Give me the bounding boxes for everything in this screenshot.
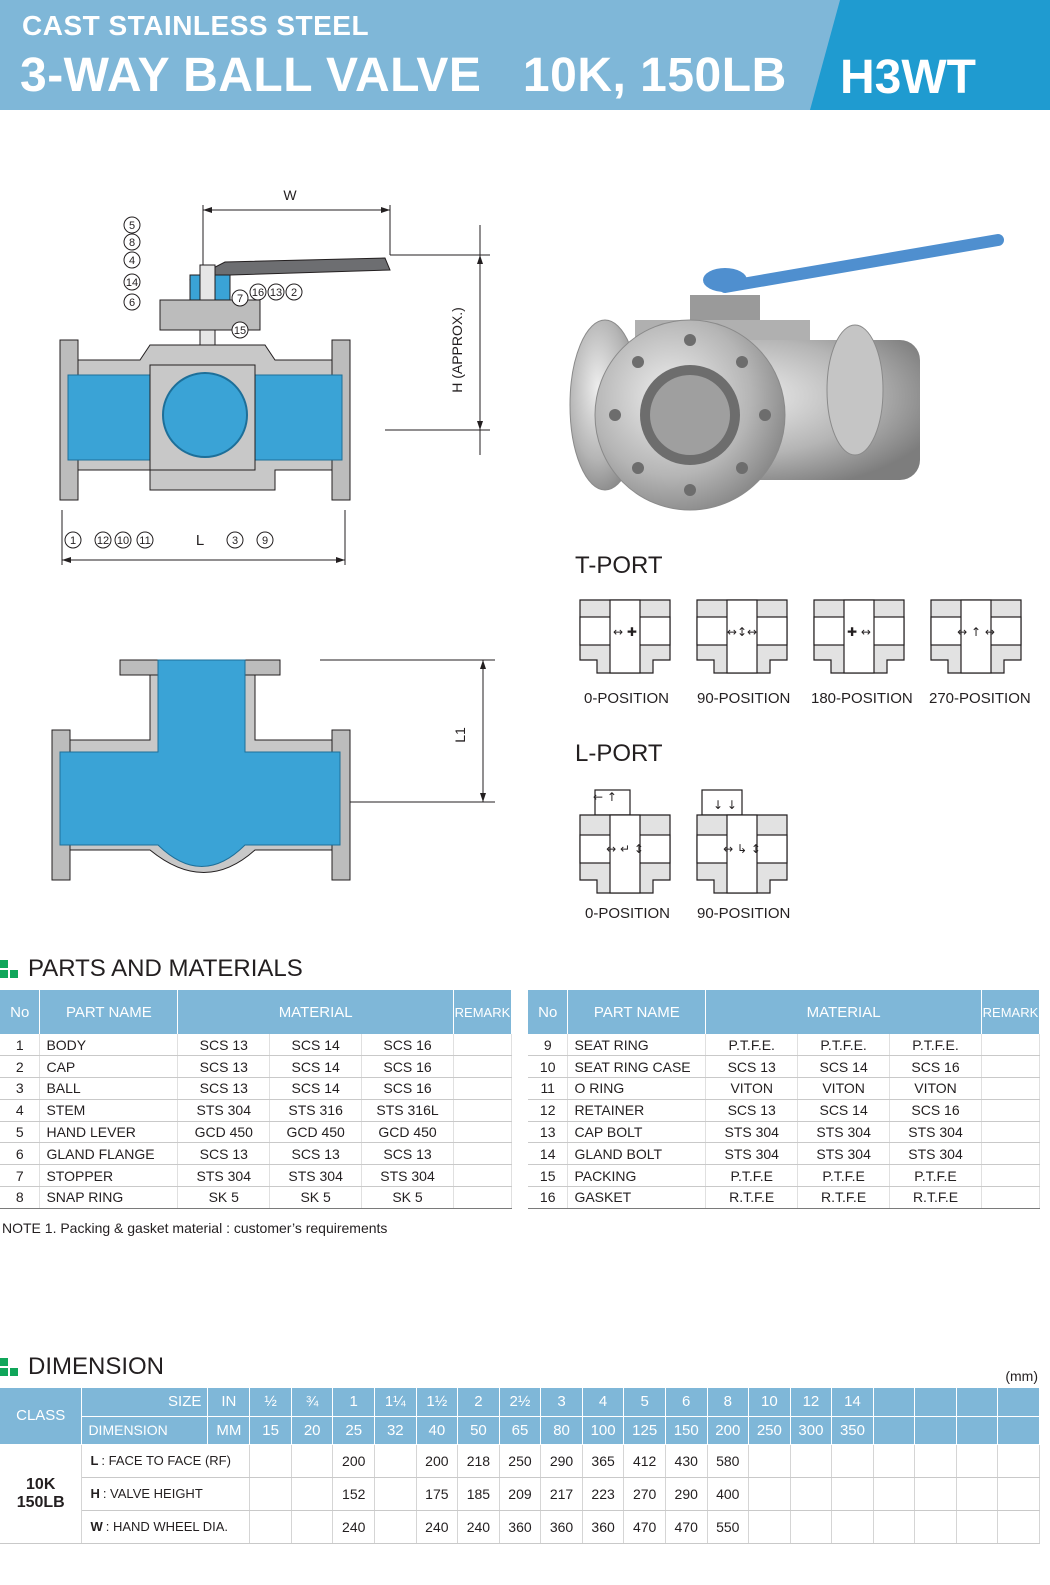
size-mm-cell: 20	[291, 1416, 333, 1444]
dimension-row	[0, 1444, 1040, 1477]
dimension-value	[790, 1510, 832, 1543]
size-mm-cell	[873, 1416, 915, 1444]
part-name: PACKING	[568, 1165, 706, 1187]
size-in-cell	[915, 1388, 957, 1416]
material-cell: P.T.F.E	[706, 1165, 798, 1187]
dimension-value: 365	[582, 1444, 624, 1477]
dimension-value: 412	[624, 1444, 666, 1477]
material-cell: SCS 16	[890, 1099, 982, 1121]
material-cell: STS 304	[798, 1143, 890, 1165]
size-in-cell: 1½	[416, 1388, 458, 1416]
size-in-cell: 2	[458, 1388, 500, 1416]
material-cell: GCD 450	[270, 1121, 362, 1143]
size-mm-cell: 32	[375, 1416, 417, 1444]
size-mm-cell: 25	[333, 1416, 375, 1444]
in-header: IN	[208, 1388, 250, 1416]
remark-cell	[981, 1078, 1039, 1100]
valve-l1-drawing	[40, 650, 500, 890]
part-name: GLAND BOLT	[568, 1143, 706, 1165]
part-no: 4	[0, 1099, 40, 1121]
parts-row	[528, 1056, 1040, 1078]
remark-cell	[453, 1143, 511, 1165]
col-no: No	[528, 990, 568, 1034]
dimension-value	[749, 1477, 791, 1510]
class-value: 10K	[26, 1475, 56, 1493]
balloon-9: 9	[261, 535, 269, 547]
size-in-cell	[998, 1388, 1040, 1416]
material-cell: SCS 13	[706, 1099, 798, 1121]
dimension-name: : FACE TO FACE (RF)	[101, 1453, 231, 1468]
material-cell: SK 5	[362, 1187, 454, 1209]
material-cell: P.T.F.E	[890, 1165, 982, 1187]
material-cell: STS 304	[706, 1121, 798, 1143]
dimension-value	[375, 1444, 417, 1477]
parts-section-title	[0, 955, 303, 983]
col-material: MATERIAL	[706, 990, 982, 1034]
parts-row	[528, 1078, 1040, 1100]
dimension-value	[915, 1510, 957, 1543]
material-cell: SCS 14	[270, 1078, 362, 1100]
material-cell: GCD 450	[362, 1121, 454, 1143]
size-mm-cell: 40	[416, 1416, 458, 1444]
part-name: SEAT RING CASE	[568, 1056, 706, 1078]
dimension-value: 240	[333, 1510, 375, 1543]
part-no: 5	[0, 1121, 40, 1143]
parts-row	[528, 1187, 1040, 1209]
size-in-cell: 2½	[499, 1388, 541, 1416]
size-mm-cell: 50	[458, 1416, 500, 1444]
lport-pos-90: 90-POSITION	[697, 905, 791, 922]
part-name: BALL	[40, 1078, 178, 1100]
material-cell: VITON	[890, 1078, 982, 1100]
balloon-2: 2	[290, 287, 298, 299]
dimension-value: 200	[416, 1444, 458, 1477]
material-cell: GCD 450	[178, 1121, 270, 1143]
size-mm-cell: 200	[707, 1416, 749, 1444]
material-cell: SCS 13	[706, 1056, 798, 1078]
remark-cell	[453, 1121, 511, 1143]
material-cell: VITON	[706, 1078, 798, 1100]
tport-pos-180: 180-POSITION	[811, 690, 913, 707]
part-no: 16	[528, 1187, 568, 1209]
part-no: 3	[0, 1078, 40, 1100]
remark-cell	[981, 1121, 1039, 1143]
material-cell: SK 5	[270, 1187, 362, 1209]
remark-cell	[981, 1099, 1039, 1121]
dimension-value: 470	[624, 1510, 666, 1543]
size-mm-cell	[915, 1416, 957, 1444]
dimension-value: 218	[458, 1444, 500, 1477]
dimension-value	[873, 1444, 915, 1477]
material-cell: STS 316L	[362, 1099, 454, 1121]
dimension-key: H	[90, 1486, 100, 1501]
material-cell: STS 316	[270, 1099, 362, 1121]
parts-note: NOTE 1. Packing & gasket material : customer’s requirements	[2, 1220, 388, 1236]
dimension-value: 240	[458, 1510, 500, 1543]
col-part-name: PART NAME	[568, 990, 706, 1034]
size-in-cell: ½	[250, 1388, 292, 1416]
part-no: 6	[0, 1143, 40, 1165]
dimension-value: 290	[665, 1477, 707, 1510]
dimension-name: : VALVE HEIGHT	[102, 1486, 203, 1501]
material-cell: P.T.F.E.	[798, 1034, 890, 1056]
dimension-value	[832, 1510, 874, 1543]
material-cell: SCS 16	[362, 1078, 454, 1100]
balloon-3: 3	[231, 535, 239, 547]
parts-row	[0, 1143, 512, 1165]
svg-text:↔ ✚: ↔ ✚	[613, 625, 637, 639]
material-cell: STS 304	[178, 1099, 270, 1121]
size-in-cell: 6	[665, 1388, 707, 1416]
class-header: CLASS	[0, 1388, 82, 1444]
dimension-row	[0, 1510, 1040, 1543]
material-cell: R.T.F.E	[798, 1187, 890, 1209]
size-mm-cell	[956, 1416, 998, 1444]
size-in-cell: 3	[541, 1388, 583, 1416]
part-no: 12	[528, 1099, 568, 1121]
parts-row	[528, 1143, 1040, 1165]
dimension-header: DIMENSION	[82, 1416, 208, 1444]
balloon-4: 4	[128, 255, 136, 267]
dim-header-mm-row	[0, 1416, 1040, 1444]
dimension-value: 470	[665, 1510, 707, 1543]
size-in-cell: 1	[333, 1388, 375, 1416]
material-cell: SCS 14	[798, 1099, 890, 1121]
col-remark: REMARK	[981, 990, 1039, 1034]
svg-text:↓ ↓: ↓ ↓	[713, 798, 737, 812]
size-mm-cell: 65	[499, 1416, 541, 1444]
size-in-cell: ¾	[291, 1388, 333, 1416]
size-mm-cell	[998, 1416, 1040, 1444]
h-label: H (APPROX.)	[449, 307, 465, 393]
part-name: HAND LEVER	[40, 1121, 178, 1143]
balloon-16: 16	[251, 287, 265, 299]
dimension-label	[82, 1510, 250, 1543]
parts-row	[0, 1056, 512, 1078]
remark-cell	[453, 1165, 511, 1187]
dimension-value	[250, 1510, 292, 1543]
unit-label: (mm)	[1005, 1368, 1038, 1384]
col-no: No	[0, 990, 40, 1034]
dimension-value: 200	[333, 1444, 375, 1477]
col-material: MATERIAL	[178, 990, 454, 1034]
remark-cell	[981, 1034, 1039, 1056]
dimension-section-label: DIMENSION	[28, 1353, 165, 1380]
part-name: GLAND FLANGE	[40, 1143, 178, 1165]
material-cell: STS 304	[890, 1121, 982, 1143]
parts-row	[0, 1187, 512, 1209]
balloon-11: 11	[139, 535, 151, 547]
balloon-1: 1	[69, 535, 77, 547]
material-cell: STS 304	[798, 1121, 890, 1143]
material-cell: SCS 13	[270, 1143, 362, 1165]
svg-text:← ↑: ← ↑	[593, 790, 617, 804]
tport-title: T-PORT	[575, 552, 663, 579]
parts-row	[0, 1078, 512, 1100]
section-square-icon	[0, 960, 18, 978]
part-name: GASKET	[568, 1187, 706, 1209]
remark-cell	[981, 1187, 1039, 1209]
product-photo	[560, 225, 1010, 525]
dimension-value	[291, 1510, 333, 1543]
material-cell: VITON	[798, 1078, 890, 1100]
material-cell: P.T.F.E	[798, 1165, 890, 1187]
dimension-section-title	[0, 1353, 164, 1381]
size-mm-cell: 250	[749, 1416, 791, 1444]
dimension-value: 175	[416, 1477, 458, 1510]
dimension-value: 250	[499, 1444, 541, 1477]
dimension-key: L	[90, 1453, 99, 1468]
size-mm-cell: 125	[624, 1416, 666, 1444]
dimension-key: W	[90, 1519, 103, 1534]
dimension-value: 430	[665, 1444, 707, 1477]
dimension-value: 360	[582, 1510, 624, 1543]
material-cell: R.T.F.E	[706, 1187, 798, 1209]
balloon-12: 12	[96, 535, 110, 547]
dimension-value	[832, 1477, 874, 1510]
dimension-value: 270	[624, 1477, 666, 1510]
dimension-value: 290	[541, 1444, 583, 1477]
svg-text:↔ ↑ ↔: ↔ ↑ ↔	[957, 625, 995, 639]
svg-text:↔ ↳ ↕: ↔ ↳ ↕	[723, 842, 761, 856]
parts-row	[0, 1165, 512, 1187]
size-mm-cell: 300	[790, 1416, 832, 1444]
dimension-value	[790, 1444, 832, 1477]
lport-title: L-PORT	[575, 740, 663, 767]
remark-cell	[981, 1143, 1039, 1165]
balloon-6: 6	[128, 297, 136, 309]
dimension-value	[915, 1444, 957, 1477]
part-no: 1	[0, 1034, 40, 1056]
dimension-value	[291, 1477, 333, 1510]
valve-section-drawing	[40, 180, 510, 580]
balloon-15: 15	[233, 325, 247, 337]
size-in-cell	[873, 1388, 915, 1416]
header-banner	[0, 0, 1050, 110]
balloon-5: 5	[128, 220, 136, 232]
remark-cell	[453, 1099, 511, 1121]
size-in-cell	[956, 1388, 998, 1416]
header-subtitle: CAST STAINLESS STEEL	[22, 10, 370, 41]
part-no: 2	[0, 1056, 40, 1078]
col-part-name: PART NAME	[40, 990, 178, 1034]
parts-row	[0, 1034, 512, 1056]
dimension-name: : HAND WHEEL DIA.	[105, 1519, 229, 1534]
part-name: STOPPER	[40, 1165, 178, 1187]
dimension-value	[291, 1444, 333, 1477]
size-in-cell: 4	[582, 1388, 624, 1416]
lport-pos-0: 0-POSITION	[585, 905, 671, 922]
tport-diagrams	[575, 595, 1035, 680]
tport-pos-90: 90-POSITION	[697, 690, 791, 707]
part-no: 8	[0, 1187, 40, 1209]
material-cell: P.T.F.E.	[890, 1034, 982, 1056]
remark-cell	[981, 1165, 1039, 1187]
parts-row	[0, 1121, 512, 1143]
part-no: 10	[528, 1056, 568, 1078]
size-mm-cell: 350	[832, 1416, 874, 1444]
lport-diagrams	[575, 785, 815, 900]
tport-pos-0: 0-POSITION	[584, 690, 670, 707]
material-cell: SCS 16	[890, 1056, 982, 1078]
size-in-cell: 12	[790, 1388, 832, 1416]
dimension-value	[873, 1477, 915, 1510]
material-cell: STS 304	[270, 1165, 362, 1187]
dimension-value	[749, 1510, 791, 1543]
dimension-value	[250, 1444, 292, 1477]
size-mm-cell: 80	[541, 1416, 583, 1444]
remark-cell	[453, 1056, 511, 1078]
balloon-10: 10	[116, 535, 130, 547]
dimension-value	[790, 1477, 832, 1510]
parts-table-right	[528, 990, 1040, 1209]
header-title: 3-WAY BALL VALVE 10K, 150LB	[20, 49, 787, 102]
dimension-value: 360	[499, 1510, 541, 1543]
svg-text:↔↕↔: ↔↕↔	[726, 625, 758, 639]
dimension-label	[82, 1477, 250, 1510]
part-no: 11	[528, 1078, 568, 1100]
parts-row	[528, 1121, 1040, 1143]
material-cell: STS 304	[890, 1143, 982, 1165]
material-cell: STS 304	[362, 1165, 454, 1187]
l1-label: L1	[452, 727, 468, 743]
material-cell: SCS 13	[178, 1078, 270, 1100]
mm-header: MM	[208, 1416, 250, 1444]
material-cell: R.T.F.E	[890, 1187, 982, 1209]
l-label: L	[195, 532, 205, 549]
remark-cell	[453, 1034, 511, 1056]
parts-section-label: PARTS AND MATERIALS	[28, 955, 303, 982]
part-name: RETAINER	[568, 1099, 706, 1121]
dimension-table	[0, 1388, 1040, 1544]
tport-pos-270: 270-POSITION	[929, 690, 1031, 707]
material-cell: SK 5	[178, 1187, 270, 1209]
size-mm-cell: 150	[665, 1416, 707, 1444]
dimension-value	[956, 1477, 998, 1510]
size-in-cell: 14	[832, 1388, 874, 1416]
dimension-value: 209	[499, 1477, 541, 1510]
size-mm-cell: 15	[250, 1416, 292, 1444]
material-cell: SCS 13	[362, 1143, 454, 1165]
dim-header-size-row	[0, 1388, 1040, 1416]
parts-table-left	[0, 990, 512, 1209]
balloon-13: 13	[269, 287, 283, 299]
material-cell: STS 304	[178, 1165, 270, 1187]
class-value: 150LB	[16, 1493, 65, 1511]
dimension-label	[82, 1444, 250, 1477]
size-header: SIZE	[82, 1388, 208, 1416]
dimension-value	[956, 1510, 998, 1543]
svg-text:✚ ↔: ✚ ↔	[847, 625, 871, 639]
svg-text:↔ ↵ ↕: ↔ ↵ ↕	[606, 842, 644, 856]
dimension-value	[998, 1477, 1040, 1510]
dimension-value	[915, 1477, 957, 1510]
parts-row	[528, 1165, 1040, 1187]
dimension-row	[0, 1477, 1040, 1510]
dimension-value: 580	[707, 1444, 749, 1477]
dimension-value	[832, 1444, 874, 1477]
dimension-value	[375, 1477, 417, 1510]
dimension-value: 360	[541, 1510, 583, 1543]
dimension-value: 550	[707, 1510, 749, 1543]
section-square-icon	[0, 1358, 18, 1376]
material-cell: SCS 13	[178, 1143, 270, 1165]
balloon-8: 8	[128, 237, 136, 249]
size-mm-cell: 100	[582, 1416, 624, 1444]
dimension-value: 152	[333, 1477, 375, 1510]
w-label: W	[283, 187, 297, 203]
dimension-value: 217	[541, 1477, 583, 1510]
parts-row	[0, 1099, 512, 1121]
size-in-cell: 10	[749, 1388, 791, 1416]
part-no: 9	[528, 1034, 568, 1056]
dimension-value	[749, 1444, 791, 1477]
dimension-value: 240	[416, 1510, 458, 1543]
part-name: STEM	[40, 1099, 178, 1121]
part-name: SNAP RING	[40, 1187, 178, 1209]
material-cell: SCS 14	[270, 1034, 362, 1056]
material-cell: SCS 14	[270, 1056, 362, 1078]
size-in-cell: 1¼	[375, 1388, 417, 1416]
dimension-value: 223	[582, 1477, 624, 1510]
material-cell: P.T.F.E.	[706, 1034, 798, 1056]
dimension-value	[250, 1477, 292, 1510]
material-cell: SCS 14	[798, 1056, 890, 1078]
size-in-cell: 8	[707, 1388, 749, 1416]
material-cell: SCS 16	[362, 1034, 454, 1056]
part-name: CAP BOLT	[568, 1121, 706, 1143]
dimension-value	[956, 1444, 998, 1477]
col-remark: REMARK	[453, 990, 511, 1034]
parts-row	[528, 1099, 1040, 1121]
dimension-value: 400	[707, 1477, 749, 1510]
balloon-14: 14	[125, 277, 139, 289]
parts-row	[528, 1034, 1040, 1056]
part-name: SEAT RING	[568, 1034, 706, 1056]
model-code: H3WT	[840, 51, 976, 104]
remark-cell	[453, 1078, 511, 1100]
dimension-value	[998, 1444, 1040, 1477]
material-cell: STS 304	[706, 1143, 798, 1165]
part-no: 13	[528, 1121, 568, 1143]
material-cell: SCS 13	[178, 1034, 270, 1056]
part-no: 15	[528, 1165, 568, 1187]
part-no: 14	[528, 1143, 568, 1165]
size-in-cell: 5	[624, 1388, 666, 1416]
part-name: CAP	[40, 1056, 178, 1078]
class-cell	[0, 1444, 82, 1543]
material-cell: SCS 13	[178, 1056, 270, 1078]
part-name: O RING	[568, 1078, 706, 1100]
dimension-value: 185	[458, 1477, 500, 1510]
dimension-value	[873, 1510, 915, 1543]
part-name: BODY	[40, 1034, 178, 1056]
remark-cell	[453, 1187, 511, 1209]
remark-cell	[981, 1056, 1039, 1078]
part-no: 7	[0, 1165, 40, 1187]
material-cell: SCS 16	[362, 1056, 454, 1078]
dimension-value	[375, 1510, 417, 1543]
balloon-7: 7	[236, 293, 244, 305]
dimension-value	[998, 1510, 1040, 1543]
